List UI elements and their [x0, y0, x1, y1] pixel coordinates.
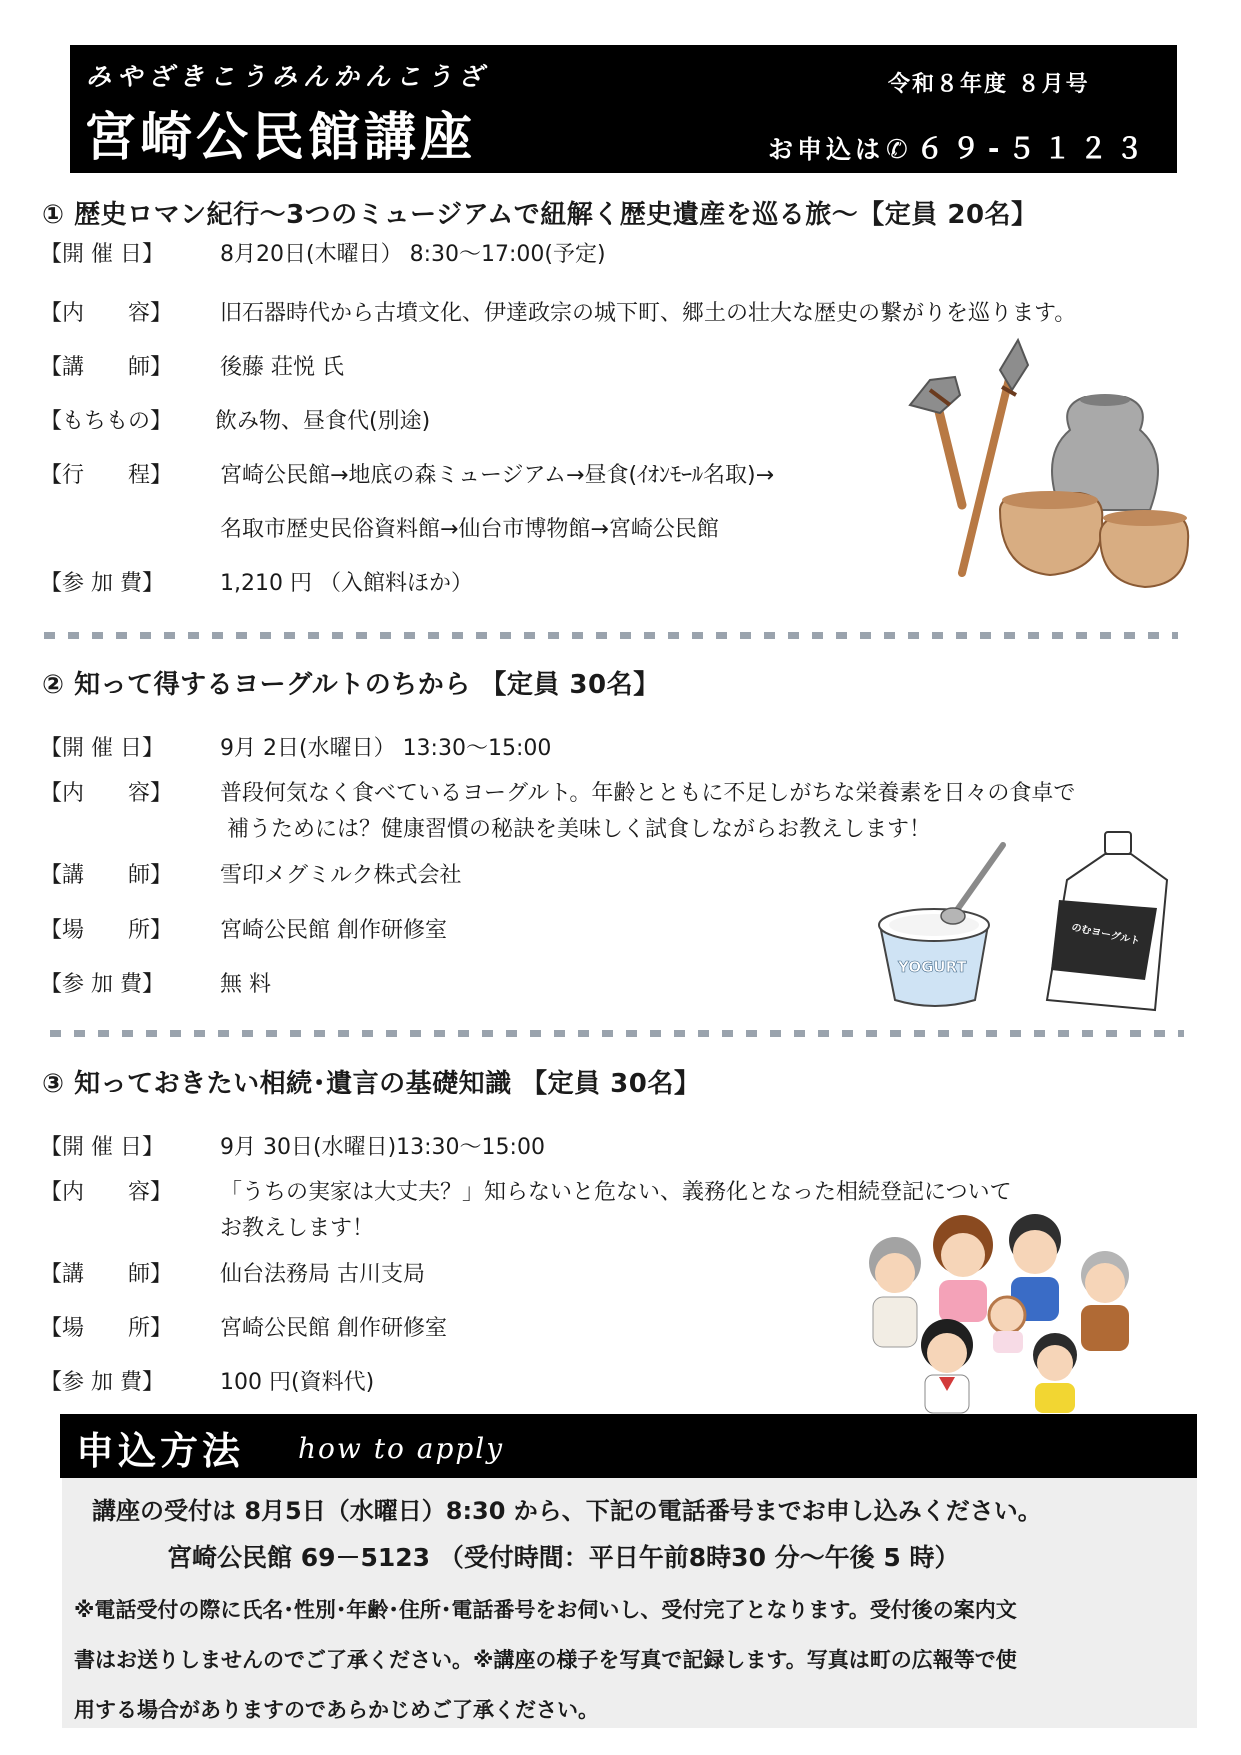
apply-box: [62, 1478, 1197, 1728]
course3-place: 宮崎公民館 創作研修室: [220, 1316, 447, 1341]
date-label: 【開 催 日】: [40, 736, 164, 761]
bottle-label: のむヨーグルト: [1070, 922, 1141, 948]
date-label: 【開 催 日】: [40, 242, 164, 267]
course2-teacher: 雪印メグミルク株式会社: [220, 863, 462, 888]
teacher-label: 【講 師】: [40, 863, 173, 888]
course3-title: ③ 知っておきたい相続･遺言の基礎知識 【定員 30名】: [42, 1069, 701, 1099]
course1-fee: 1,210 円 （入館料ほか）: [220, 571, 473, 596]
grandmother-icon: [869, 1237, 921, 1347]
phone-number: ６９‐５１２３: [915, 132, 1152, 165]
course2-title: ② 知って得するヨーグルトのちから 【定員 30名】: [42, 670, 660, 700]
content-label: 【内 容】: [40, 1180, 173, 1205]
section-divider: [50, 1030, 1184, 1037]
yogurt-cup-icon: [879, 909, 989, 1006]
course2-fee: 無 料: [220, 972, 271, 997]
title-ruby: みやざきこうみんかんこうざ: [86, 62, 490, 91]
boy-icon: [1033, 1333, 1077, 1413]
date-label: 【開 催 日】: [40, 1135, 164, 1160]
drink-yogurt-bottle-icon: [1047, 832, 1167, 1010]
apply-subtitle: how to apply: [298, 1432, 505, 1465]
apply-title: 申込方法: [76, 1429, 245, 1473]
apply-line1: 講座の受付は 8月5日（水曜日）8:30 から、下記の電話番号までお申し込みください。: [92, 1497, 1042, 1525]
course2-date: 9月 2日(水曜日） 13:30～15:00: [220, 736, 552, 761]
phone-icon: ✆: [886, 135, 912, 165]
spoon-icon: [941, 845, 1003, 924]
mother-icon: [933, 1215, 993, 1322]
baby-icon: [989, 1297, 1025, 1353]
yogurt-cup-label: YOGURT: [898, 958, 967, 976]
family-illustration: [865, 1205, 1145, 1415]
section-divider: [44, 632, 1178, 639]
course1-title: ① 歴史ロマン紀行～3つのミュージアムで紐解く歴史遺産を巡る旅～【定員 20名】: [42, 200, 1038, 230]
header-banner: [70, 45, 1177, 173]
apply-line2: 宮崎公民館 69－5123 （受付時間：平日午前8時30 分～午後 5 時）: [167, 1543, 960, 1572]
fee-label: 【参 加 費】: [40, 571, 164, 596]
apply-note-line3: 用する場合がありますのであらかじめご了承ください。: [74, 1698, 599, 1722]
girl-icon: [921, 1319, 973, 1413]
teacher-label: 【講 師】: [40, 355, 173, 380]
yogurt-illustration: [875, 830, 1175, 1025]
apply-note-line2: 書はお送りしませんのでご了承ください。※講座の様子を写真で記録します。写真は町の広報等で使: [74, 1648, 1017, 1672]
pottery-bowl-icon: [1000, 491, 1102, 575]
phone-contact: [768, 127, 1151, 167]
course3-teacher: 仙台法務局 古川支局: [220, 1262, 425, 1287]
content-label: 【内 容】: [40, 301, 173, 326]
course1-bring: 飲み物、昼食代(別途): [215, 409, 431, 434]
course1-route-line2: 名取市歴史民俗資料館→仙台市博物館→宮崎公民館: [220, 517, 719, 542]
course1-date: 8月20日(木曜日） 8:30～17:00(予定): [220, 242, 606, 267]
stone-age-tools-illustration: [900, 335, 1200, 595]
page-title: 宮崎公民館講座: [84, 108, 477, 168]
course3-fee: 100 円(資料代): [220, 1370, 375, 1395]
course1-teacher: 後藤 荘悦 氏: [220, 355, 344, 380]
fee-label: 【参 加 費】: [40, 1370, 164, 1395]
course1-route-line1: 宮崎公民館→地底の森ミュージアム→昼食(ｲｵﾝﾓｰﾙ名取)→: [220, 463, 775, 488]
place-label: 【場 所】: [40, 918, 173, 943]
content-label: 【内 容】: [40, 781, 173, 806]
course3-content-line1: 「うちの実家は大丈夫？」知らないと危ない、義務化となった相続登記について: [220, 1180, 1012, 1205]
teacher-label: 【講 師】: [40, 1262, 173, 1287]
apply-header: [60, 1414, 1197, 1478]
course2-content-line2: 補うためには？健康習慣の秘訣を美味しく試食しながらお教えします！: [227, 817, 932, 842]
course3-date: 9月 30日(水曜日)13:30～15:00: [220, 1135, 545, 1160]
stone-axe-icon: [910, 377, 962, 505]
fee-label: 【参 加 費】: [40, 972, 164, 997]
phone-label: お申込は: [768, 135, 885, 164]
course2-content-line1: 普段何気なく食べているヨーグルト。年齢とともに不足しがちな栄養素を日々の食卓で: [220, 781, 1076, 806]
place-label: 【場 所】: [40, 1316, 173, 1341]
bring-label: 【もちもの】: [40, 409, 173, 434]
pottery-pot-icon: [1100, 510, 1188, 587]
apply-note-line1: ※電話受付の際に氏名･性別･年齢･住所･電話番号をお伺いし、受付完了となります。受付後の案内文: [74, 1598, 1017, 1622]
course3-content-line2: お教えします！: [220, 1216, 375, 1241]
course1-content: 旧石器時代から古墳文化、伊達政宗の城下町、郷土の壮大な歴史の繋がりを巡ります。: [220, 301, 1077, 326]
route-label: 【行 程】: [40, 463, 173, 488]
grandfather-icon: [1081, 1251, 1129, 1351]
course2-place: 宮崎公民館 創作研修室: [220, 918, 447, 943]
issue-label: 令和８年度 ８月号: [888, 72, 1090, 97]
